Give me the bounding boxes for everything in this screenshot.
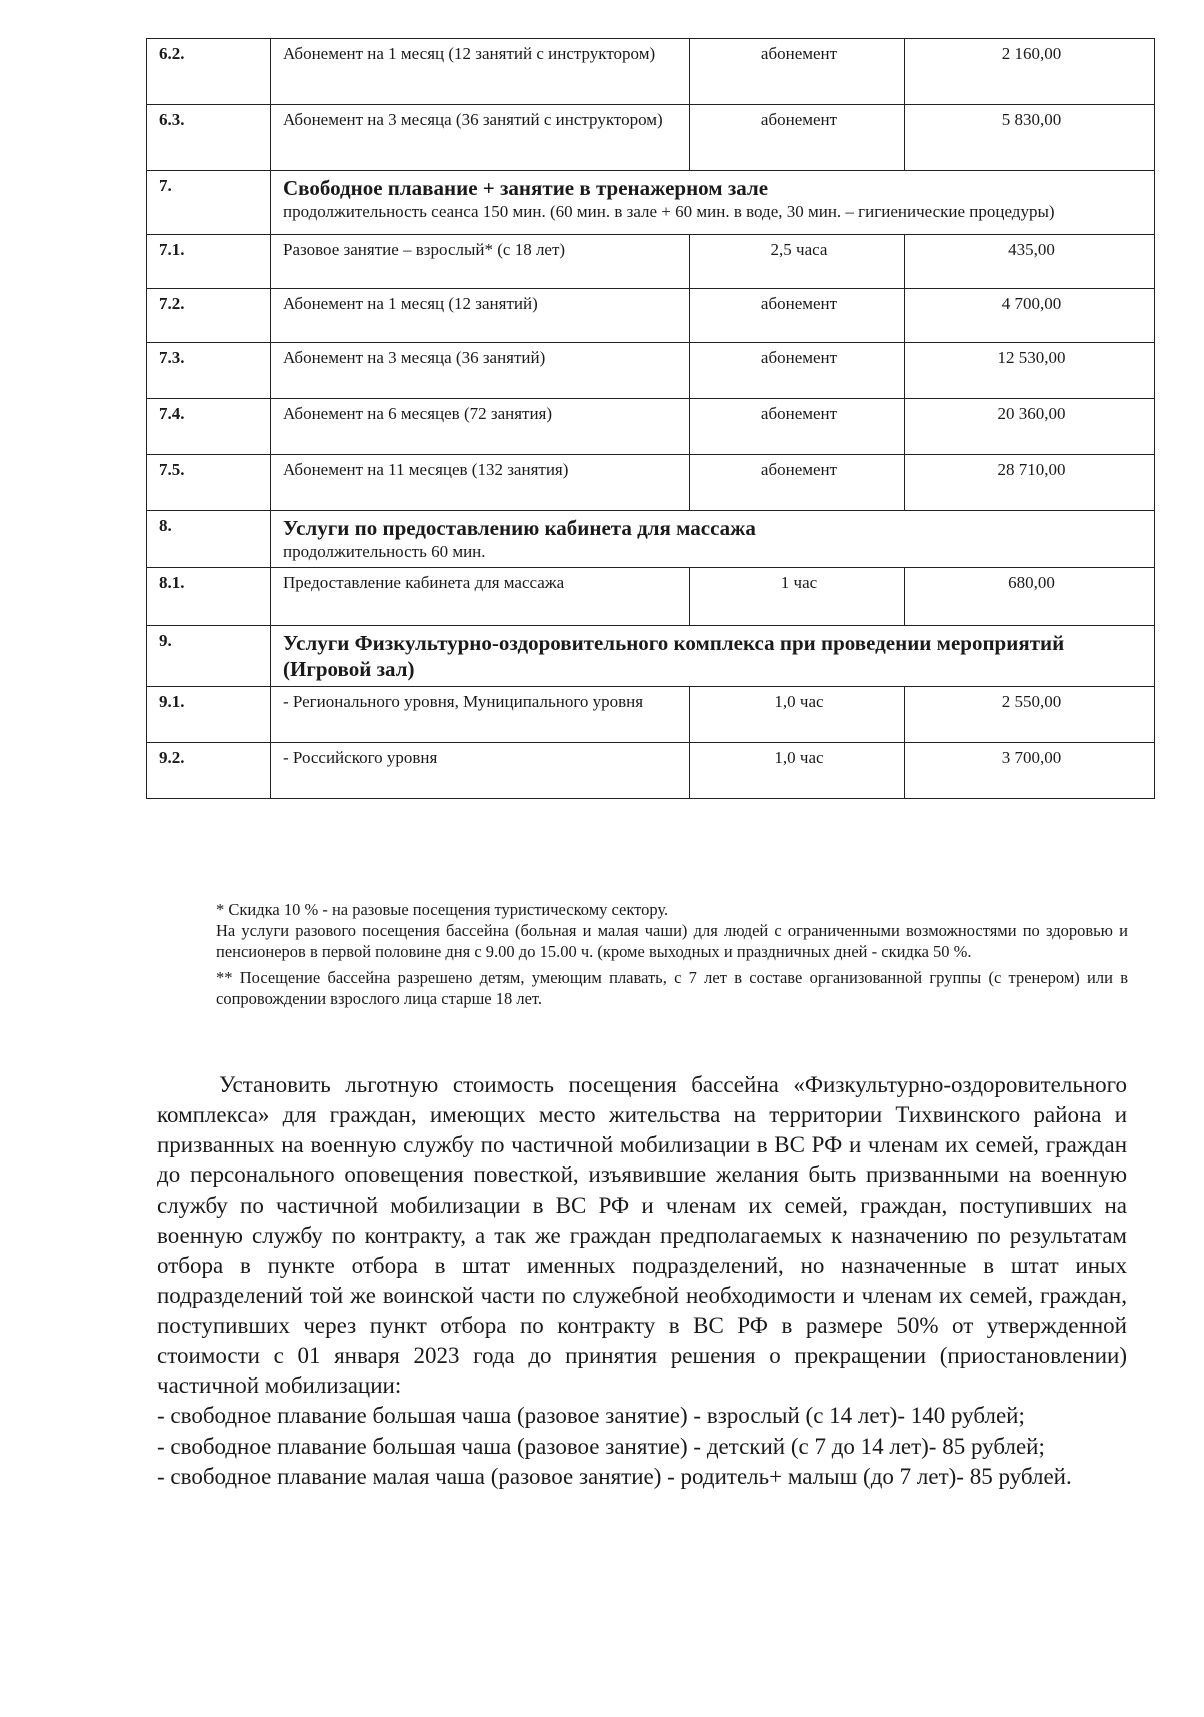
service-unit: 1,0 час: [690, 687, 905, 743]
service-unit: абонемент: [690, 105, 905, 171]
list-item: - свободное плавание большая чаша (разовое занятие) - взрослый (с 14 лет)- 140 рублей;: [157, 1403, 1025, 1429]
section-title: Свободное плавание + занятие в тренажерном зале: [283, 176, 769, 200]
service-price: 3 700,00: [905, 743, 1155, 799]
table-row: [147, 455, 1155, 511]
service-unit: абонемент: [690, 455, 905, 511]
footnote-discount: * Скидка 10 % - на разовые посещения туристическому сектору.: [216, 900, 669, 919]
row-number: 7.2.: [147, 289, 271, 343]
row-number: 9.2.: [147, 743, 271, 799]
section-number: 7.: [147, 171, 271, 235]
row-number: 7.3.: [147, 343, 271, 399]
service-unit: абонемент: [690, 399, 905, 455]
row-number: 7.5.: [147, 455, 271, 511]
main-text: [157, 1070, 1127, 1492]
service-price: 12 530,00: [905, 343, 1155, 399]
main-paragraph: Установить льготную стоимость посещения бассейна «Физкультурно-оздоровительного комплекса» для граждан, имеющих место жительства на территории Тихвинского района и призванных на военную службу по частичной мобилизации в ВС РФ и членам их семей, граждан до персонального оповещения повесткой, изъявившие желания быть призванными на военную службу по частичной мобилизации в ВС РФ и членам их семей, граждан, поступивших на военную службу по контракту, а так же граждан предполагаемых к назначению по результатам отбора в пункте отбора в штат именных подразделений, но назначенные в штат иных подразделений той же воинской части по служебной необходимости и членам их семей, граждан, поступивших через пункт отбора по контракту в ВС РФ в размере 50% от утвержденной стоимости с 01 января 2023 года до принятия решения о прекращении (приостановлении) частичной мобилизации:: [157, 1072, 1127, 1399]
table-row: [147, 567, 1155, 625]
row-number: 8.1.: [147, 567, 271, 625]
row-number: 6.2.: [147, 39, 271, 105]
section-row: [147, 171, 1155, 235]
service-name: Разовое занятие – взрослый* (с 18 лет): [271, 235, 690, 289]
service-name: Абонемент на 3 месяца (36 занятий): [271, 343, 690, 399]
table-row: [147, 39, 1155, 105]
table-row: [147, 105, 1155, 171]
price-table: [146, 38, 1155, 799]
service-unit: абонемент: [690, 289, 905, 343]
row-number: 9.1.: [147, 687, 271, 743]
service-name: Абонемент на 1 месяц (12 занятий): [271, 289, 690, 343]
service-price: 435,00: [905, 235, 1155, 289]
service-name: - Российского уровня: [271, 743, 690, 799]
section-title: Услуги Физкультурно-оздоровительного комплекса при проведении мероприятий (Игровой зал): [283, 630, 1065, 681]
footnote-pensioners: На услуги разового посещения бассейна (больная и малая чаши) для людей с ограниченными возможностями по здоровью и пенсионеров в первой половине дня с 9.00 до 15.00 ч. (кроме выходных и праздничных дней - скидка 50 %.: [216, 920, 1128, 961]
section-number: 8.: [147, 511, 271, 568]
service-price: 2 550,00: [905, 687, 1155, 743]
section-row: [147, 625, 1155, 687]
service-name: Абонемент на 6 месяцев (72 занятия): [271, 399, 690, 455]
section-subtitle: продолжительность сеанса 150 мин. (60 мин. в зале + 60 мин. в воде, 30 мин. – гигиенические процедуры): [283, 202, 1055, 222]
service-unit: абонемент: [690, 39, 905, 105]
table-row: [147, 399, 1155, 455]
footnote-children: ** Посещение бассейна разрешено детям, умеющим плавать, с 7 лет в составе организованной группы (с тренером) или в сопровождении взрослого лица старше 18 лет.: [216, 967, 1128, 1008]
service-name: Абонемент на 3 месяца (36 занятий с инструктором): [271, 105, 690, 171]
service-name: Абонемент на 1 месяц (12 занятий с инструктором): [271, 39, 690, 105]
section-title: Услуги по предоставлению кабинета для массажа: [283, 516, 756, 540]
section-cell: [271, 171, 1155, 235]
service-price: 5 830,00: [905, 105, 1155, 171]
footnotes: [216, 900, 1128, 1010]
service-price: 680,00: [905, 567, 1155, 625]
section-row: [147, 511, 1155, 568]
table-row: [147, 289, 1155, 343]
service-name: - Регионального уровня, Муниципального уровня: [271, 687, 690, 743]
service-name: Предоставление кабинета для массажа: [271, 567, 690, 625]
service-name: Абонемент на 11 месяцев (132 занятия): [271, 455, 690, 511]
service-price: 20 360,00: [905, 399, 1155, 455]
service-price: 28 710,00: [905, 455, 1155, 511]
service-unit: 1,0 час: [690, 743, 905, 799]
service-price: 2 160,00: [905, 39, 1155, 105]
service-unit: 1 час: [690, 567, 905, 625]
service-price: 4 700,00: [905, 289, 1155, 343]
row-number: 6.3.: [147, 105, 271, 171]
service-unit: абонемент: [690, 343, 905, 399]
section-cell: [271, 625, 1155, 687]
service-unit: 2,5 часа: [690, 235, 905, 289]
list-item: - свободное плавание малая чаша (разовое занятие) - родитель+ малыш (до 7 лет)- 85 рублей.: [157, 1463, 1072, 1489]
row-number: 7.1.: [147, 235, 271, 289]
table-row: [147, 343, 1155, 399]
section-subtitle: продолжительность 60 мин.: [283, 542, 486, 562]
table-row: [147, 687, 1155, 743]
row-number: 7.4.: [147, 399, 271, 455]
list-item: - свободное плавание большая чаша (разовое занятие) - детский (с 7 до 14 лет)- 85 рублей;: [157, 1433, 1045, 1459]
table-row: [147, 235, 1155, 289]
section-cell: [271, 511, 1155, 568]
table-row: [147, 743, 1155, 799]
section-number: 9.: [147, 625, 271, 687]
